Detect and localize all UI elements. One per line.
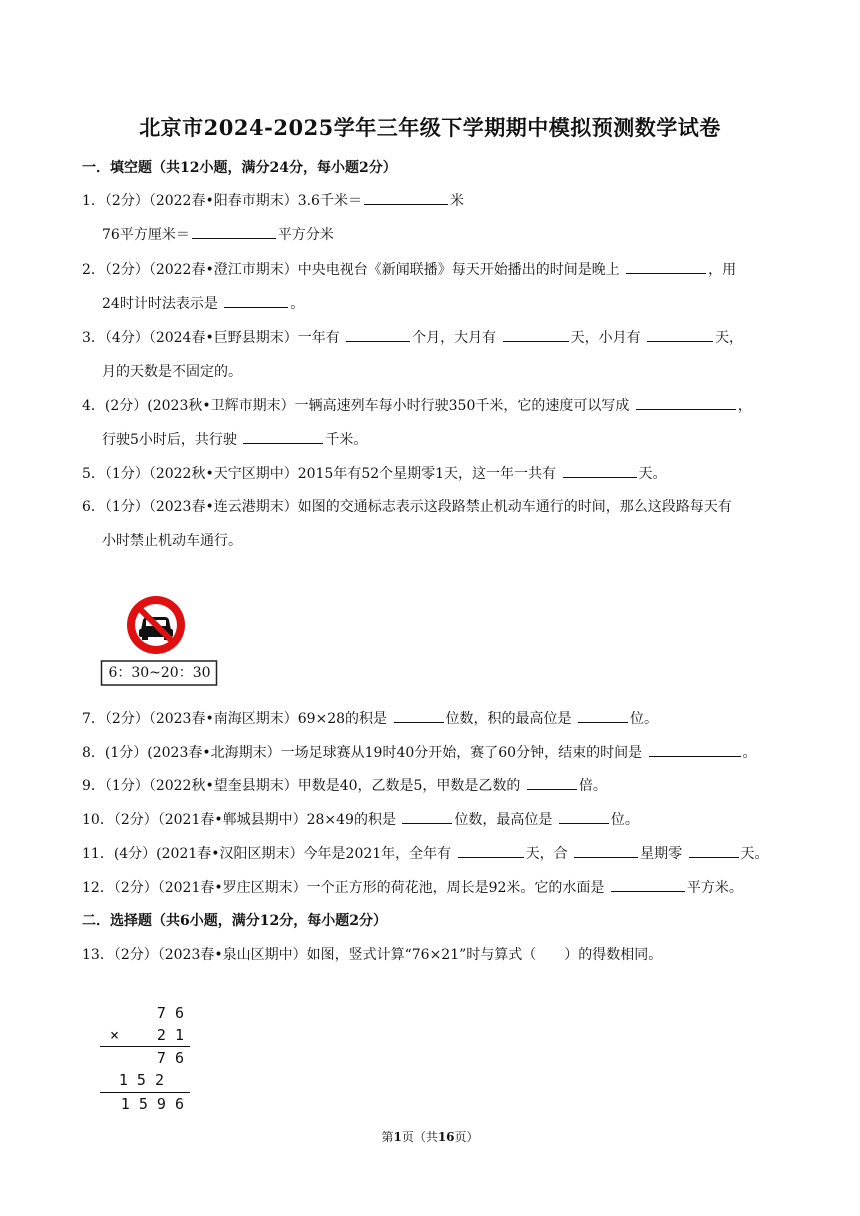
- answer-blank[interactable]: [647, 327, 713, 342]
- answer-blank[interactable]: [364, 190, 448, 205]
- answer-blank[interactable]: [636, 395, 736, 410]
- question-9: 9．（1分）（2022秋•望奎县期末）甲数是40，乙数是5，甲数是乙数的 倍。: [82, 775, 607, 795]
- question-2-continued: 24时计时法表示是 。: [102, 293, 304, 313]
- question-11: 11．(4分）(2021春•汉阳区期末）今年是2021年，全年有 天，合 星期零 天。: [82, 843, 769, 863]
- answer-blank[interactable]: [574, 843, 638, 858]
- question-4: 4．(2分）(2023秋•卫辉市期末）一辆高速列车每小时行驶350千米，它的速度可以写成 ，: [82, 395, 752, 415]
- answer-blank[interactable]: [346, 327, 410, 342]
- calc-rule-2: [100, 1092, 190, 1093]
- question-6: 6．（1分）（2023春•连云港期末）如图的交通标志表示这段路禁止机动车通行的时间，那么这段路每天有: [82, 499, 732, 515]
- current-page-number: 1: [393, 1130, 402, 1144]
- calc-rule-1: [100, 1046, 190, 1047]
- question-1-part-2: 76平方厘米＝ 平方分米: [102, 224, 334, 244]
- question-3-continued: 月的天数是不固定的。: [102, 364, 242, 380]
- question-4-continued: 行驶5小时后，共行驶 千米。: [102, 429, 367, 449]
- answer-blank[interactable]: [578, 708, 628, 723]
- answer-blank[interactable]: [611, 877, 685, 892]
- answer-blank[interactable]: [224, 293, 288, 308]
- answer-blank[interactable]: [649, 742, 741, 757]
- page-title: 北京市2024-2025学年三年级下学期期中模拟预测数学试卷: [139, 115, 721, 140]
- sign-time-label: 6：30~20：30: [108, 665, 211, 681]
- calc-partial-product-1: 7 6: [156, 1049, 184, 1067]
- section-heading-fill-in: 一．填空题（共12小题，满分24分，每小题2分）: [82, 160, 397, 176]
- calc-multiplier: 2 1: [156, 1026, 184, 1044]
- calc-partial-product-2: 1 5 2: [118, 1071, 164, 1089]
- answer-blank[interactable]: [503, 327, 569, 342]
- question-5: 5．（1分）（2022秋•天宁区期中）2015年有52个星期零1天，这一年一共有 天。: [82, 463, 667, 483]
- answer-blank[interactable]: [458, 843, 524, 858]
- calc-product: 1 5 9 6: [120, 1095, 184, 1113]
- answer-blank[interactable]: [689, 843, 739, 858]
- answer-blank[interactable]: [402, 809, 452, 824]
- answer-blank[interactable]: [563, 463, 637, 478]
- vertical-multiplication-figure: [98, 1004, 198, 1116]
- question-3: 3．（4分）（2024春•巨野县期末）一年有 个月，大月有 天，小月有 天，: [82, 327, 743, 347]
- page-footer: 第1页（共16页）: [381, 1130, 479, 1144]
- answer-blank[interactable]: [527, 775, 577, 790]
- calc-times-sign: ×: [110, 1026, 120, 1044]
- answer-blank[interactable]: [626, 259, 706, 274]
- question-1: 1．（2分）（2022春•阳春市期末）3.6千米＝ 米: [82, 190, 464, 210]
- question-8: 8．(1分）(2023春•北海期末）一场足球赛从19时40分开始，赛了60分钟，结束的时间是 。: [82, 742, 757, 762]
- total-pages: 16: [437, 1130, 455, 1144]
- section-heading-multiple-choice: 二．选择题（共6小题，满分12分，每小题2分）: [82, 913, 387, 929]
- answer-blank[interactable]: [243, 429, 323, 444]
- question-12: 12．（2分）（2021春•罗庄区期末）一个正方形的荷花池，周长是92米。它的水面是 平方米。: [82, 877, 743, 897]
- question-10: 10．（2分）（2021春•郸城县期中）28×49的积是 位数，最高位是 位。: [82, 809, 639, 829]
- question-2: 2．（2分）（2022春•澄江市期末）中央电视台《新闻联播》每天开始播出的时间是晚上 ，用: [82, 259, 736, 279]
- question-6-continued: 小时禁止机动车通行。: [102, 533, 242, 549]
- answer-blank[interactable]: [559, 809, 609, 824]
- answer-blank[interactable]: [394, 708, 444, 723]
- answer-blank[interactable]: [192, 224, 276, 239]
- traffic-sign-figure: [100, 592, 220, 688]
- question-13: 13．（2分）（2023春•泉山区期中）如图，竖式计算“76×21”时与算式（ ）的得数相同。: [82, 947, 663, 963]
- question-7: 7．（2分）（2023春•南海区期末）69×28的积是 位数，积的最高位是 位。: [82, 708, 658, 728]
- calc-multiplicand: 7 6: [156, 1004, 184, 1022]
